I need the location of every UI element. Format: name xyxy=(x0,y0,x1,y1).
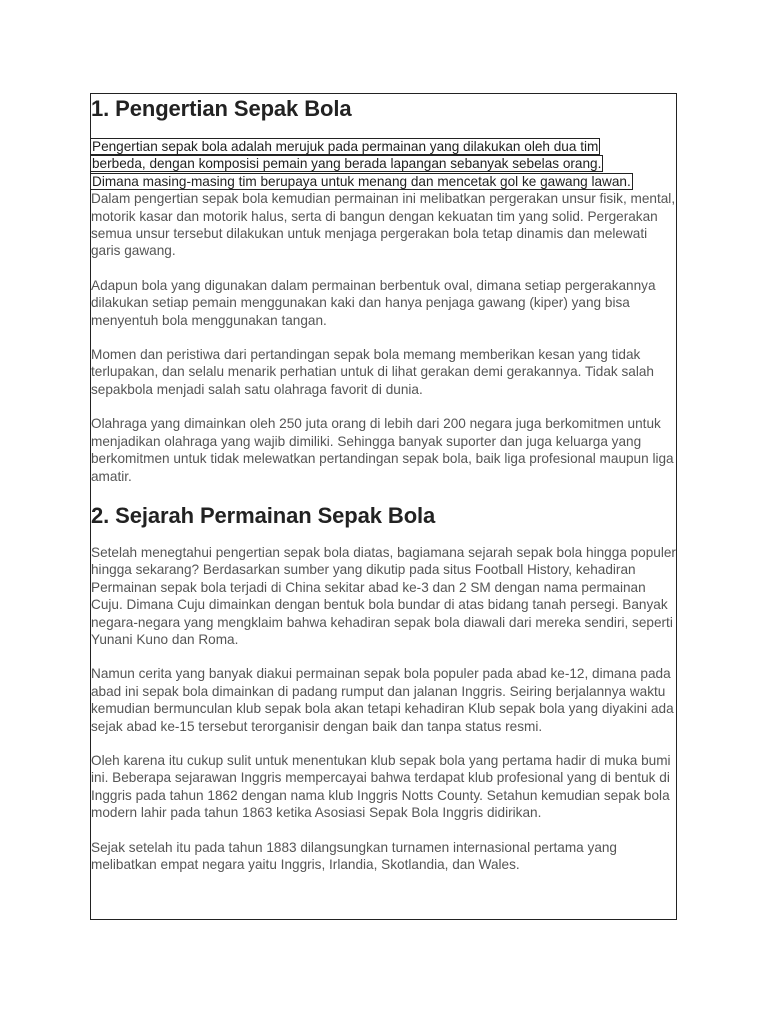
document-page xyxy=(90,93,677,920)
highlighted-line: Pengertian sepak bola adalah merujuk pada permainan yang dilakukan oleh dua tim xyxy=(92,139,599,154)
section-2-paragraph: Oleh karena itu cukup sulit untuk menentukan klub sepak bola yang pertama hadir di muka bumi ini. Beberapa sejarawan Inggris mempercayai bahwa terdapat klub profesional yang di bentuk di Inggris pada tahun 1862 dengan nama klub Inggris Notts County. Setahun kemudian sepak bola modern lahir pada tahun 1863 ketika Asosiasi Sepak Bola Inggris didirikan. xyxy=(91,752,671,821)
section-1-heading: 1. Pengertian Sepak Bola xyxy=(91,96,352,121)
highlighted-line: Dimana masing-masing tim berupaya untuk menang dan mencetak gol ke gawang lawan. xyxy=(92,173,631,189)
section-2-paragraph: Setelah menegtahui pengertian sepak bola diatas, bagiamana sejarah sepak bola hingga populer hingga sekarang? Berdasarkan sumber yang dikutip pada situs Football History, kehadiran Permainan sepak bola terjadi di China sekitar abad ke-3 dan 2 SM dengan nama permainan Cuju. Dimana Cuju dimainkan dengan bentuk bola bundar di atas bidang tanah persegi. Banyak negara-negara yang mengklaim bahwa kehadiran sepak bola diawali dari mereka sendiri, seperti Yunani Kuno dan Roma. xyxy=(91,544,676,647)
section-1-paragraph: Adapun bola yang digunakan dalam permainan berbentuk oval, dimana setiap pergerakannya dilakukan setiap pemain menggunakan kaki dan hanya penjaga gawang (kiper) yang bisa menyentuh bola menggunakan tangan. xyxy=(91,277,656,328)
section-1-paragraph: Momen dan peristiwa dari pertandingan sepak bola memang memberikan kesan yang tidak terlupakan, dan selalu menarik perhatian untuk di lihat gerakan demi gerakannya. Tidak salah sepakbola menjadi salah satu olahraga favorit di dunia. xyxy=(91,347,654,397)
section-2-heading: 2. Sejarah Permainan Sepak Bola xyxy=(91,502,436,528)
document-content xyxy=(91,94,677,890)
section-2-paragraph: Sejak setelah itu pada tahun 1883 dilangsungkan turnamen internasional pertama yang melibatkan empat negara yaitu Inggris, Irlandia, Skotlandia, dan Wales. xyxy=(91,839,617,872)
highlighted-definition[interactable] xyxy=(91,138,677,190)
section-1-paragraph: Olahraga yang dimainkan oleh 250 juta orang di lebih dari 200 negara juga berkomitmen untuk menjadikan olahraga yang wajib dimiliki. Sehingga banyak suporter dan juga keluarga yang berkomitmen untuk tidak melewatkan pertandingan sepak bola, baik liga profesional maupun liga amatir. xyxy=(91,416,674,484)
section-2-paragraph: Namun cerita yang banyak diakui permainan sepak bola populer pada abad ke-12, dimana pada abad ini sepak bola dimainkan di padang rumput dan jalanan Inggris. Seiring berjalannya waktu kemudian bermunculan klub sepak bola akan tetapi kehadiran Klub sepak bola yang diyakini ada sejak abad ke-15 tersebut terorganisir dengan baik dan tanpa status resmi. xyxy=(91,666,674,734)
section-1-paragraph: Dalam pengertian sepak bola kemudian permainan ini melibatkan pergerakan unsur fisik, mental, motorik kasar dan motorik halus, serta di bangun dengan kekuatan tim yang solid. Pergerakan semua unsur tersebut dilakukan untuk menjaga pergerakan bola tetap dinamis dan melewati garis gawang. xyxy=(91,191,676,259)
highlighted-line: berbeda, dengan komposisi pemain yang berada lapangan sebanyak sebelas orang. xyxy=(92,156,602,172)
